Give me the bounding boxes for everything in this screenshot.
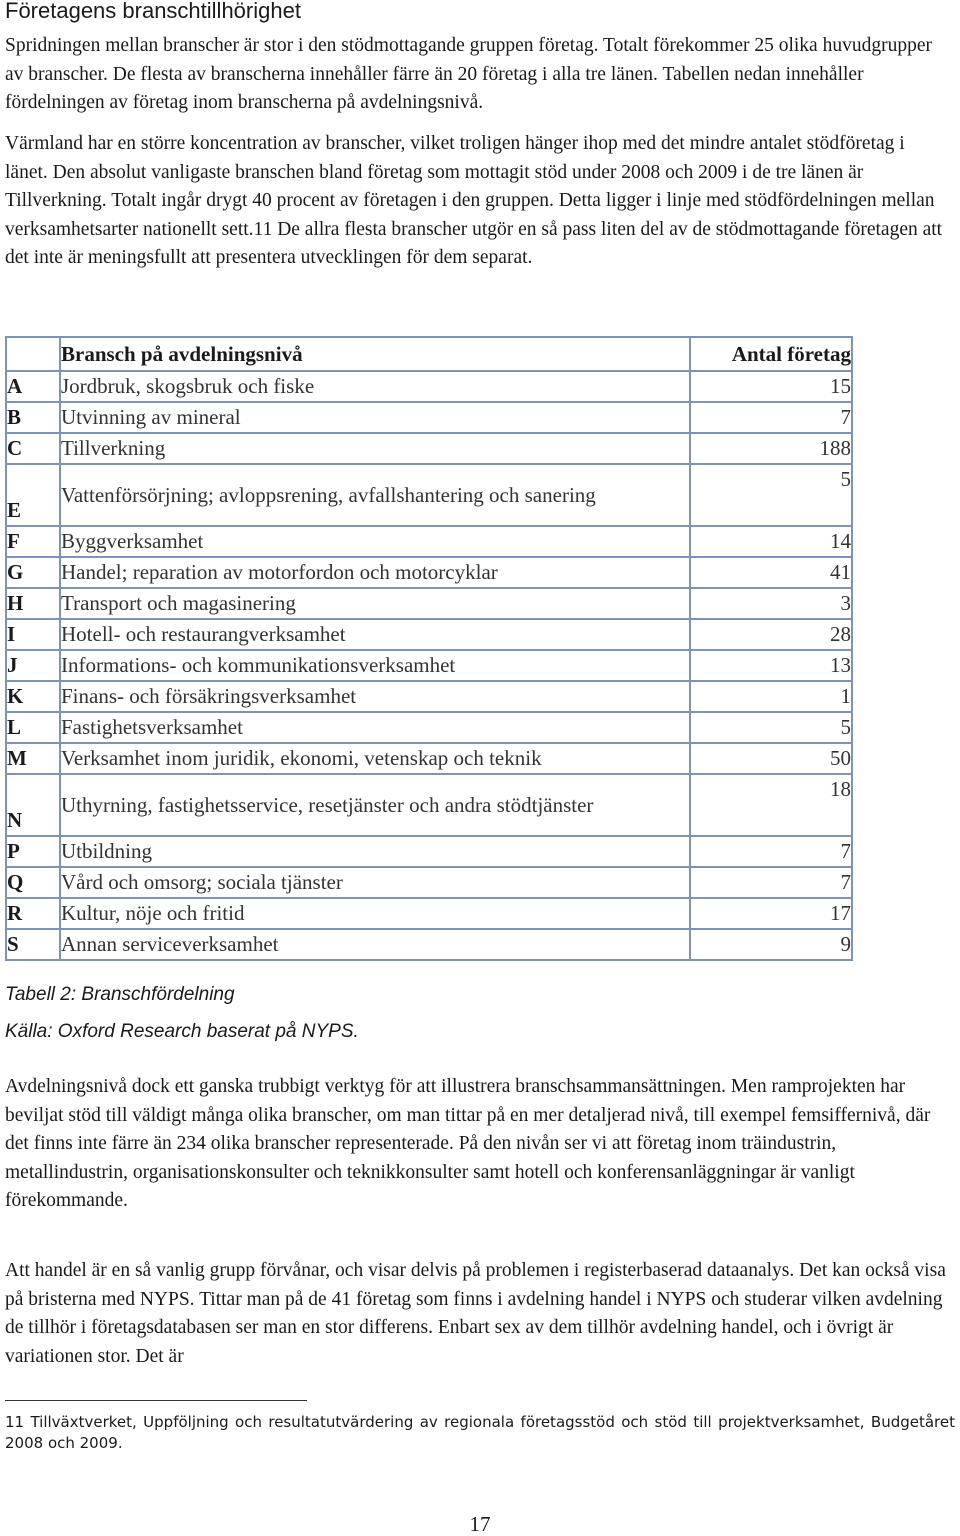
body-paragraph-2: Att handel är en så vanlig grupp förvånar, och visar delvis på problemen i registerbaserad dataanalys. Det kan också visa på bristerna med NYPS. Tittar man på de 41 företag som finns i avdelning handel i NYPS och studerar vilken avdelning de tillhör i företagsdatabasen ser man en stor differens. Enbart sex av dem tillhör avdelning handel, och i övrigt är variationen stor. Det är: [5, 1260, 946, 1367]
body-paragraph-1: Avdelningsnivå dock ett ganska trubbigt verktyg för att illustrera branschsammansättningen. Men ramprojekten har beviljat stöd till väldigt många olika branscher, om man tittar på en mer detaljerad nivå, till exempel femsiffernivå, där det finns inte färre än 234 olika branscher representerade. På den nivån ser vi att företag inom träindustrin, metallindustrin, organisationskonsulter och teknikkonsulter samt hotell och konferensanläggningar är vanligt förekommande.: [5, 1076, 931, 1211]
row-branch-text: Tillverkning: [61, 436, 166, 460]
row-code: K: [6, 681, 60, 712]
row-branch-name: [60, 402, 690, 433]
row-code: A: [6, 371, 60, 402]
row-code: C: [6, 433, 60, 464]
header-branch: Bransch på avdelningsnivå: [60, 337, 690, 371]
row-code: H: [6, 588, 60, 619]
page-number: 17: [469, 1512, 491, 1536]
row-branch-text: Vattenförsörjning; avloppsrening, avfallshantering och sanering: [61, 483, 596, 507]
row-branch-name: [60, 712, 690, 743]
row-branch-name: [60, 867, 690, 898]
row-count: 13: [690, 650, 852, 681]
row-count: 50: [690, 743, 852, 774]
row-branch-text: Finans- och försäkringsverksamhet: [61, 684, 357, 708]
row-branch-name: [60, 371, 690, 402]
row-code: M: [6, 743, 60, 774]
row-branch-name: [60, 526, 690, 557]
row-count: 5: [690, 464, 852, 526]
row-branch-text: Utvinning av mineral: [61, 405, 241, 429]
row-branch-name: [60, 681, 690, 712]
row-count: 9: [690, 929, 852, 960]
footnote: 11 Tillväxtverket, Uppföljning och resultatutvärdering av regionala företagsstöd och stöd till projektverksamhet, Budgetåret 2008 och 2009.: [5, 1413, 955, 1452]
table-row: [6, 526, 852, 557]
row-branch-text: Transport och magasinering: [61, 591, 296, 615]
header-code-cell: [6, 337, 60, 371]
table-row: [6, 712, 852, 743]
row-branch-text: Fastighetsverksamhet: [61, 715, 243, 739]
row-branch-text: Jordbruk, skogsbruk och fiske: [61, 374, 315, 398]
row-code: I: [6, 619, 60, 650]
table-source: Källa: Oxford Research baserat på NYPS.: [5, 1021, 359, 1042]
row-branch-text: Handel; reparation av motorfordon och motorcyklar: [61, 560, 498, 584]
table-row: [6, 929, 852, 960]
section-heading: Företagens branschtillhörighet: [5, 0, 301, 23]
row-branch-text: Vård och omsorg; sociala tjänster: [61, 870, 343, 894]
row-code: F: [6, 526, 60, 557]
row-count: 41: [690, 557, 852, 588]
row-count: 188: [690, 433, 852, 464]
row-branch-text: Utbildning: [61, 839, 153, 863]
row-branch-text: Verksamhet inom juridik, ekonomi, vetenskap och teknik: [61, 746, 542, 770]
row-branch-name: [60, 743, 690, 774]
row-branch-text: Byggverksamhet: [61, 529, 204, 553]
table-row: [6, 650, 852, 681]
table-row: [6, 867, 852, 898]
table-row: [6, 836, 852, 867]
row-count: 3: [690, 588, 852, 619]
row-branch-name: [60, 650, 690, 681]
row-count: 7: [690, 402, 852, 433]
table-row: [6, 402, 852, 433]
row-count: 5: [690, 712, 852, 743]
row-code: S: [6, 929, 60, 960]
row-branch-name: [60, 836, 690, 867]
row-branch-name: [60, 464, 690, 526]
table-header-row: [6, 337, 852, 371]
intro-paragraph-2: Värmland har en större koncentration av branscher, vilket troligen hänger ihop med det mindre antalet stödföretag i länet. Den absolut vanligaste branschen bland företag som mottagit stöd under 2008 och 2009 i de tre länen är Tillverkning. Totalt ingår drygt 40 procent av företagen i den gruppen. Detta ligger i linje med stödfördelningen mellan verksamhetsarter nationellt sett.11 De allra flesta branscher utgör en så pass liten del av de stödmottagande företagen att det inte är meningsfullt att presentera utvecklingen för dem separat.: [5, 133, 943, 268]
row-code: G: [6, 557, 60, 588]
row-branch-text: Hotell- och restaurangverksamhet: [61, 622, 346, 646]
row-count: 14: [690, 526, 852, 557]
row-code: J: [6, 650, 60, 681]
table-row: [6, 433, 852, 464]
branch-table: [5, 336, 853, 961]
footnote-rule: [5, 1400, 307, 1401]
row-branch-name: [60, 557, 690, 588]
row-count: 1: [690, 681, 852, 712]
table-row: [6, 588, 852, 619]
row-count: 17: [690, 898, 852, 929]
row-code: P: [6, 836, 60, 867]
row-branch-name: [60, 929, 690, 960]
row-count: 28: [690, 619, 852, 650]
row-branch-text: Informations- och kommunikationsverksamhet: [61, 653, 456, 677]
table-row: [6, 743, 852, 774]
row-count: 15: [690, 371, 852, 402]
row-count: 18: [690, 774, 852, 836]
row-branch-text: Annan serviceverksamhet: [61, 932, 279, 956]
row-branch-name: [60, 433, 690, 464]
table-body: [6, 371, 852, 960]
row-code: L: [6, 712, 60, 743]
table-row: [6, 774, 852, 836]
table-row: [6, 371, 852, 402]
table-row: [6, 681, 852, 712]
row-branch-name: [60, 588, 690, 619]
row-code: E: [6, 464, 60, 526]
row-code: Q: [6, 867, 60, 898]
row-code: N: [6, 774, 60, 836]
row-count: 7: [690, 867, 852, 898]
row-branch-text: Uthyrning, fastighetsservice, resetjänster och andra stödtjänster: [61, 793, 594, 817]
row-count: 7: [690, 836, 852, 867]
table-caption: Tabell 2: Branschfördelning: [5, 984, 235, 1005]
row-branch-text: Kultur, nöje och fritid: [61, 901, 245, 925]
table-row: [6, 464, 852, 526]
row-code: B: [6, 402, 60, 433]
header-count: Antal företag: [690, 337, 852, 371]
intro-paragraph-1: Spridningen mellan branscher är stor i den stödmottagande gruppen företag. Totalt förekommer 25 olika huvudgrupper av branscher. De flesta av branscherna innehåller färre än 20 företag i alla tre länen. Tabellen nedan innehåller fördelningen av företag inom branscherna på avdelningsnivå.: [5, 35, 932, 113]
table-row: [6, 619, 852, 650]
table-row: [6, 557, 852, 588]
row-branch-name: [60, 774, 690, 836]
row-branch-name: [60, 619, 690, 650]
row-code: R: [6, 898, 60, 929]
table-row: [6, 898, 852, 929]
row-branch-name: [60, 898, 690, 929]
